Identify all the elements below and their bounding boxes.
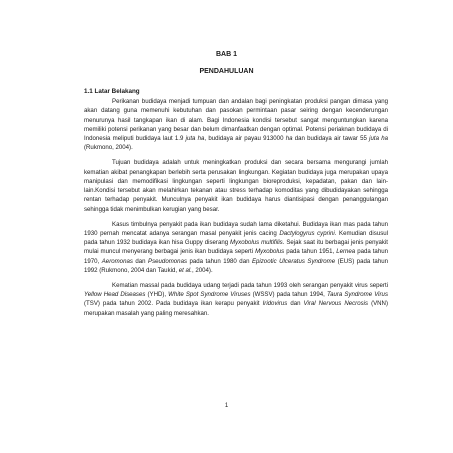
italic-term: Viral Nervous Necrosis: [303, 300, 369, 308]
italic-term: Yellow Head Diseases: [84, 291, 146, 299]
italic-term: Myxobolus: [255, 248, 285, 256]
paragraph: Kematian massal pada budidaya udang terjadi pada tahun 1993 oleh serangan penyakit virus seperti Yellow Head Diseases (YHD), White Spot Syndrome Viruses (WSSV) pada tahun 1994, Taura Syndrome Virus (TSV) pada tahun 2002. Pada budidaya ikan kerapu penyakit Iridovirus dan Viral Nervous Necrosis (VNN) merupakan masalah yang paling meresahkan.: [84, 281, 388, 317]
body-text: [84, 97, 388, 324]
italic-term: Pseudomonas: [148, 257, 188, 265]
italic-term: juta ha: [185, 135, 205, 143]
italic-term: Iridovirus: [262, 300, 288, 308]
chapter-title: PENDAHULUAN: [199, 68, 254, 75]
italic-term: Aeromonas: [101, 257, 133, 265]
italic-term: ha: [285, 135, 293, 143]
italic-term: Taura Syndrome Virus: [326, 291, 388, 299]
italic-term: Myxobolus multifilis: [230, 239, 283, 247]
chapter-number: BAB 1: [215, 51, 237, 58]
paragraph: Tujuan budidaya adalah untuk meningkatkan produksi dan secara bersama mengurangi jumlah kematian akibat penangkapan berlebih serta perusakan lingkungan. Kegiatan budidaya juga merupakan upaya manipulasi dan memodifikasi lingkungan seperti lingkungan bioreproduksi, kepadatan, pakan dan lain-lain.Kondisi tersebut akan melahirkan tekanan atau stress terhadap komoditas yang dibudidayakan sehingga rentan terhadap penyakit. Munculnya penyakit ikan budidaya harus diantisipasi dengan penanggulangan sehingga tidak menimbulkan kerugian yang besar.: [84, 159, 388, 213]
italic-term: juta ha: [369, 135, 388, 143]
paragraph: Perikanan budidaya menjadi tumpuan dan andalan bagi peningkatan produksi pangan dimasa yang akan datang guna memenuhi kebutuhan dan pasokan permintaan pasar seiring dengan kecenderungan menurunya hasil tangkapan ikan di alam. Bagi Indonesia kondisi tersebut sangat menguntungkan karena memiliki potensi perikanan yang besar dan belum dimanfaatkan dengan optimal. Potensi periaknan budidaya di Indonesia meliputi budidaya laut 1.9 juta ha, budidaya air payau 913000 ha dan budidaya air tawar 55 juta ha (Rukmono, 2004).: [84, 98, 388, 152]
italic-term: Dactylogyrus cyprini: [279, 229, 335, 237]
paragraph: Kasus timbulnya penyakit pada ikan budidaya sudah lama diketahui. Budidaya ikan mas pada tahun 1930 pernah mencatat adanya serangan masal penyakit jenis cacing Dactylogyrus cyprini. Kemudian disusul pada tahun 1932 budidaya ikan hisa Guppy diserang Myxobolus multifilis. Sejak saat itu berbagai jenis penyakit mulai muncul menyerang berbagai jenis ikan budidaya seperti Myxobolus pada tahun 1951, Lernea pada tahun 1970, Aeromonas dan Pseudomonas pada tahun 1980 dan Epizootic Ulceratus Syndrome (EUS) pada tahun 1992 (Rukmono, 2004 dan Taukid, et al., 2004).: [84, 220, 388, 275]
italic-term: Epizootic Ulceratus Syndrome: [251, 257, 336, 265]
italic-term: et al.: [178, 267, 192, 275]
section-heading: 1.1 Latar Belakang: [84, 88, 140, 95]
italic-term: Lernea: [336, 248, 356, 256]
page-number: 1: [224, 403, 229, 409]
italic-term: White Spot Syndrome Viruses: [168, 291, 251, 299]
